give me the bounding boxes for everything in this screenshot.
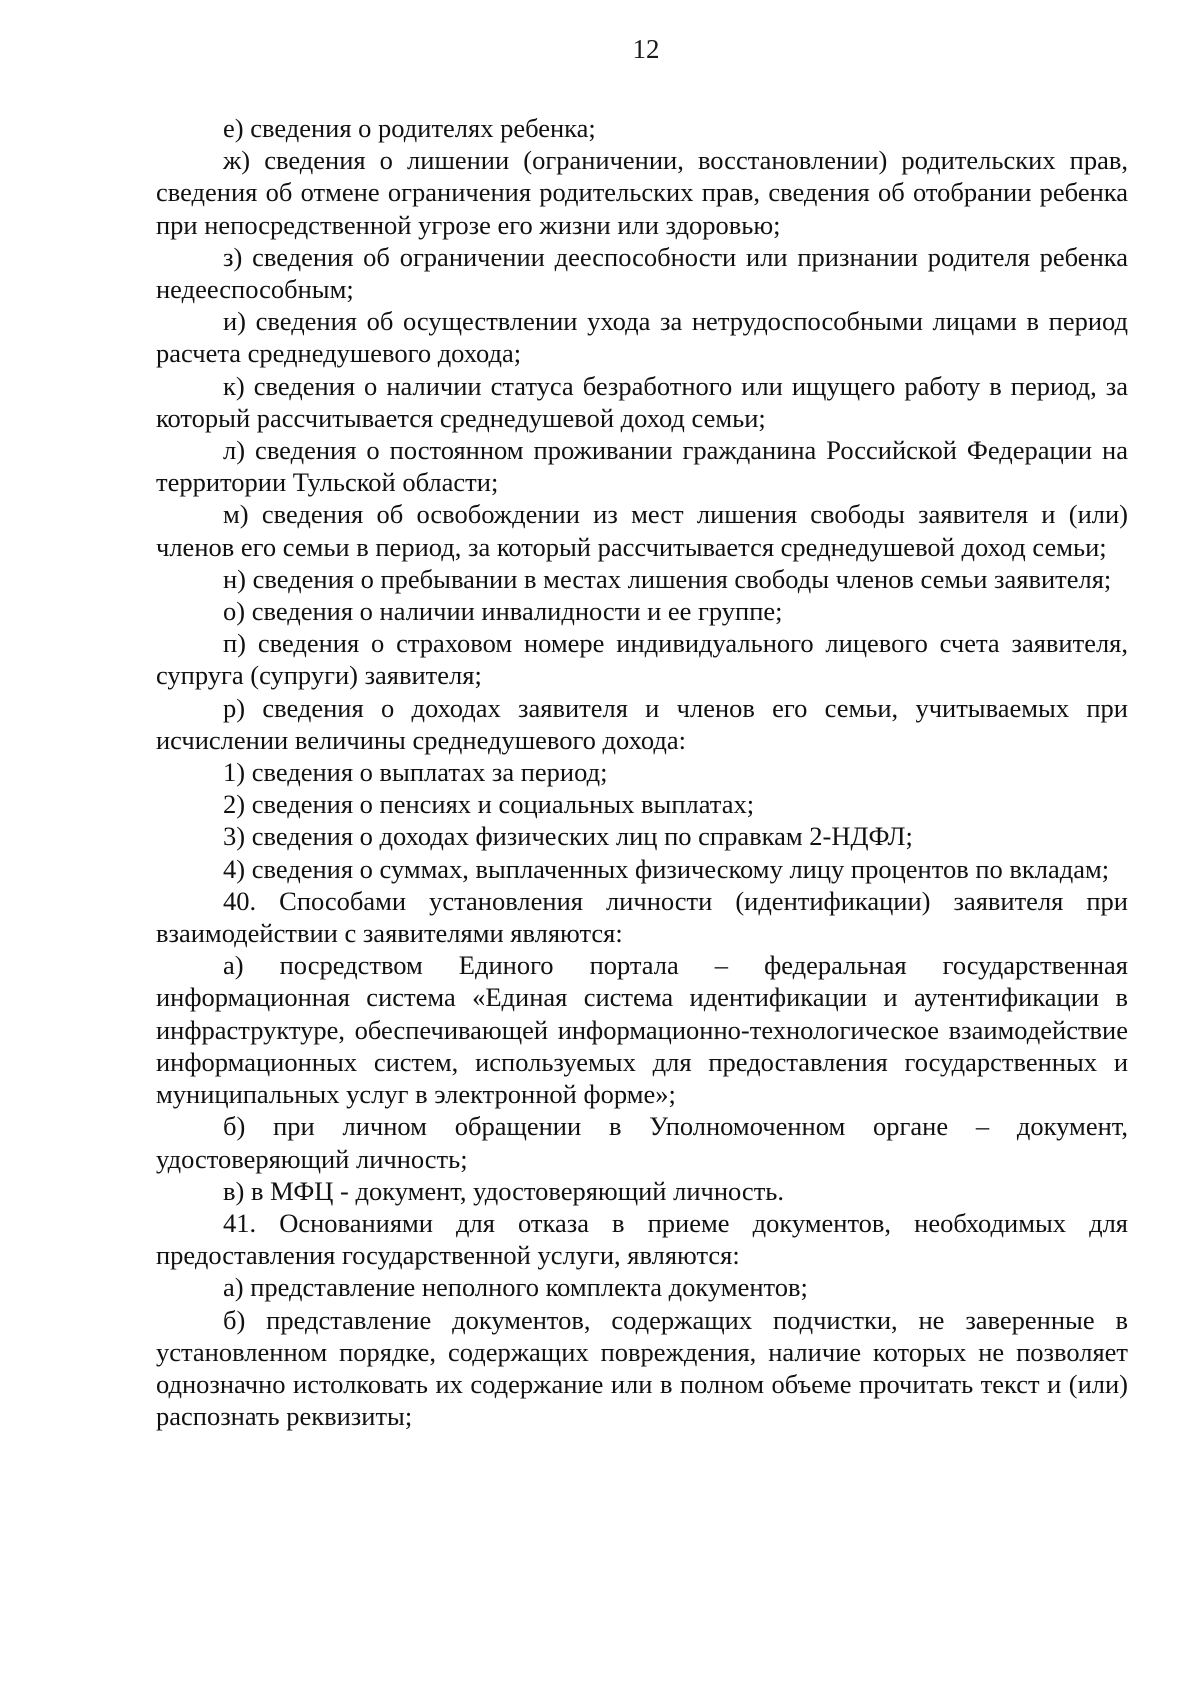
paragraph-40-identification: 40. Способами установления личности (идентификации) заявителя при взаимодействии с заявителями являются:	[156, 885, 1128, 949]
paragraph-l-permanent-residence: л) сведения о постоянном проживании гражданина Российской Федерации на территории Тульской области;	[156, 435, 1128, 498]
paragraph-m-release-from-prison: м) сведения об освобождении из мест лишения свободы заявителя и (или) членов его семьи в период, за который рассчитывается среднедушевой доход семьи;	[156, 499, 1128, 562]
paragraph-n-stay-in-prison: н) сведения о пребывании в местах лишения свободы членов семьи заявителя;	[223, 563, 1112, 594]
paragraph-41-refusal-grounds: 41. Основаниями для отказа в приеме документов, необходимых для предоставления государственной услуги, являются:	[156, 1207, 1128, 1271]
page-number: 12	[632, 34, 660, 64]
paragraph-k-unemployed-status: к) сведения о наличии статуса безработного или ищущего работу в период, за который рассчитывается среднедушевой доход семьи;	[156, 370, 1128, 433]
paragraph-p-snils: п) сведения о страховом номере индивидуального лицевого счета заявителя, супруга (супруги) заявителя;	[156, 628, 1128, 691]
paragraph-i-care-for-disabled: и) сведения об осуществлении ухода за нетрудоспособными лицами в период расчета среднедушевого дохода;	[156, 306, 1128, 369]
paragraph-o-disability: о) сведения о наличии инвалидности и ее группе;	[223, 596, 783, 627]
paragraph-41a-incomplete-set: а) представление неполного комплекта документов;	[223, 1272, 808, 1303]
paragraph-40a-portal: а) посредством Единого портала – федеральная государственная информационная система «Единая система идентификации и аутентификации в инфраструктуре, обеспечивающей информационно-технологическое взаимодействие информационных систем, используемых для предоставления государственных и муниципальных услуг в электронной форме»;	[156, 950, 1128, 1110]
paragraph-r-income: р) сведения о доходах заявителя и членов его семьи, учитываемых при исчислении величины среднедушевого дохода:	[156, 692, 1128, 755]
paragraph-income-4-interest: 4) сведения о суммах, выплаченных физическому лицу процентов по вкладам;	[223, 853, 1110, 884]
paragraph-income-3-ndfl: 3) сведения о доходах физических лиц по справкам 2-НДФЛ;	[223, 821, 913, 852]
paragraph-40v-mfc: в) в МФЦ - документ, удостоверяющий личность.	[223, 1175, 784, 1206]
paragraph-z-legal-capacity: з) сведения об ограничении дееспособности или признании родителя ребенка недееспособным;	[156, 241, 1128, 305]
paragraph-e-parents: е) сведения о родителях ребенка;	[223, 113, 596, 143]
paragraph-income-2-pensions: 2) сведения о пенсиях и социальных выплатах;	[223, 789, 755, 820]
document-body	[156, 112, 1128, 1432]
paragraph-40b-personal-visit: б) при личном обращении в Уполномоченном органе – документ, удостоверяющий личность;	[156, 1111, 1128, 1174]
paragraph-income-1-payments: 1) сведения о выплатах за период;	[223, 757, 608, 788]
paragraph-zh-parental-rights: ж) сведения о лишении (ограничении, восстановлении) родительских прав, сведения об отмене ограничения родительских прав, сведения об отобрании ребенка при непосредственной угрозе его жизни или здоровью;	[156, 145, 1128, 240]
paragraph-41b-damaged-documents: б) представление документов, содержащих подчистки, не заверенные в установленном порядке, содержащих повреждения, наличие которых не позволяет однозначно истолковать их содержание или в полном объеме прочитать текст и (или) распознать реквизиты;	[156, 1304, 1128, 1432]
